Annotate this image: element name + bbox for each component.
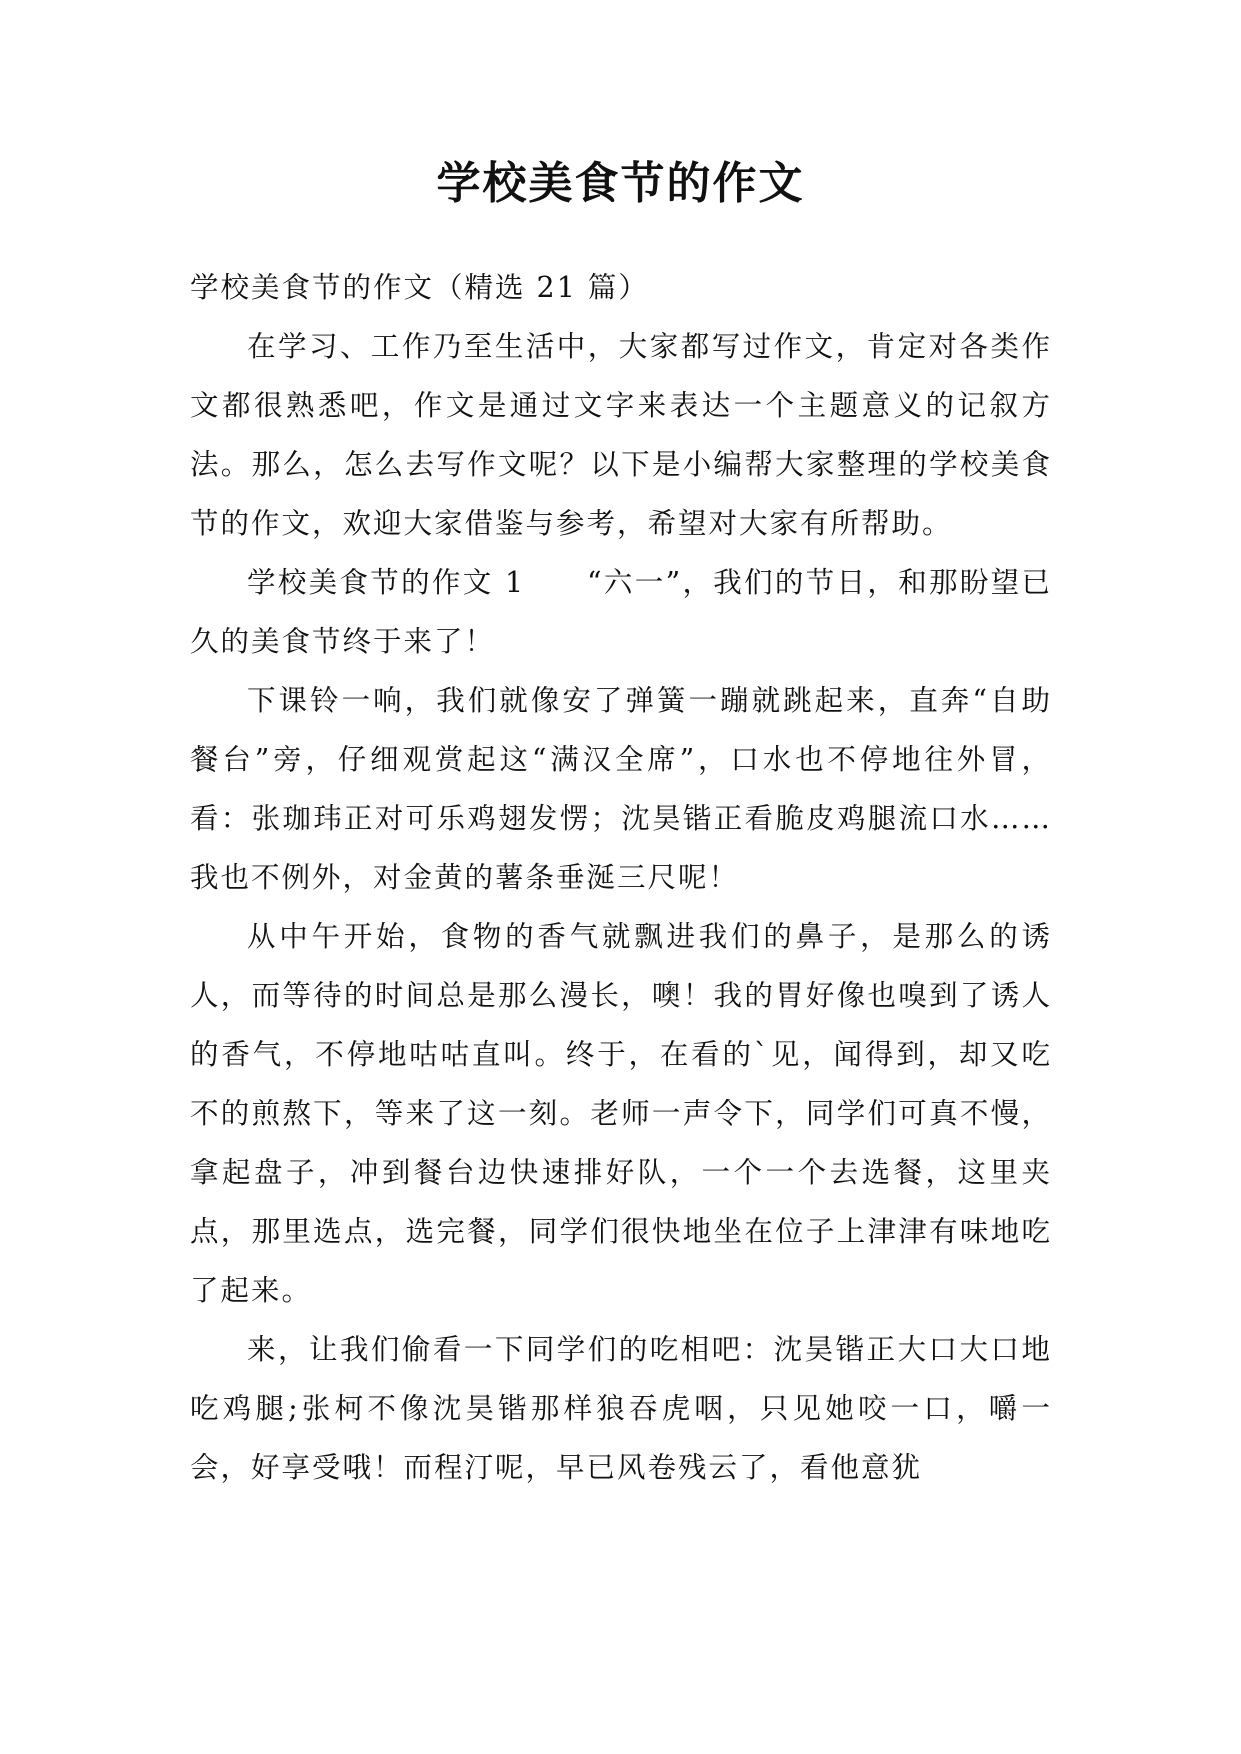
document-title: 学校美食节的作文 bbox=[436, 158, 805, 209]
paragraph-eating: 来，让我们偷看一下同学们的吃相吧：沈昊锴正大口大口地吃鸡腿;张柯不像沈昊锴那样狼吞虎咽，只见她咬一口，嚼一会，好享受哦！而程汀呢，早已风卷残云了，看他意犹 bbox=[190, 1333, 1052, 1484]
document-body bbox=[190, 258, 1052, 1497]
paragraph-waiting: 从中午开始，食物的香气就飘进我们的鼻子，是那么的诱人，而等待的时间总是那么漫长，噢！我的胃好像也嗅到了诱人的香气，不停地咕咕直叫。终于，在看的`见，闻得到，却又吃不的煎熬下，等来了这一刻。老师一声令下，同学们可真不慢，拿起盘子，冲到餐台边快速排好队，一个一个去选餐，这里夹点，那里选点，选完餐，同学们很快地坐在位子上津津有味地吃了起来。 bbox=[190, 920, 1052, 1307]
paragraph-essay-1-opening: 学校美食节的作文 1 “六一”，我们的节日，和那盼望已久的美食节终于来了！ bbox=[190, 566, 1052, 658]
paragraph-bell-rings: 下课铃一响，我们就像安了弹簧一蹦就跳起来，直奔“自助餐台”旁，仔细观赏起这“满汉全席”，口水也不停地往外冒，看：张珈玮正对可乐鸡翅发愣；沈昊锴正看脆皮鸡腿流口水……我也不例外，对金黄的薯条垂涎三尺呢！ bbox=[190, 684, 1052, 894]
paragraph-intro: 在学习、工作乃至生活中，大家都写过作文，肯定对各类作文都很熟悉吧，作文是通过文字来表达一个主题意义的记叙方法。那么，怎么去写作文呢？以下是小编帮大家整理的学校美食节的作文，欢迎大家借鉴与参考，希望对大家有所帮助。 bbox=[190, 330, 1052, 540]
document-subtitle: 学校美食节的作文（精选 21 篇） bbox=[190, 271, 649, 304]
